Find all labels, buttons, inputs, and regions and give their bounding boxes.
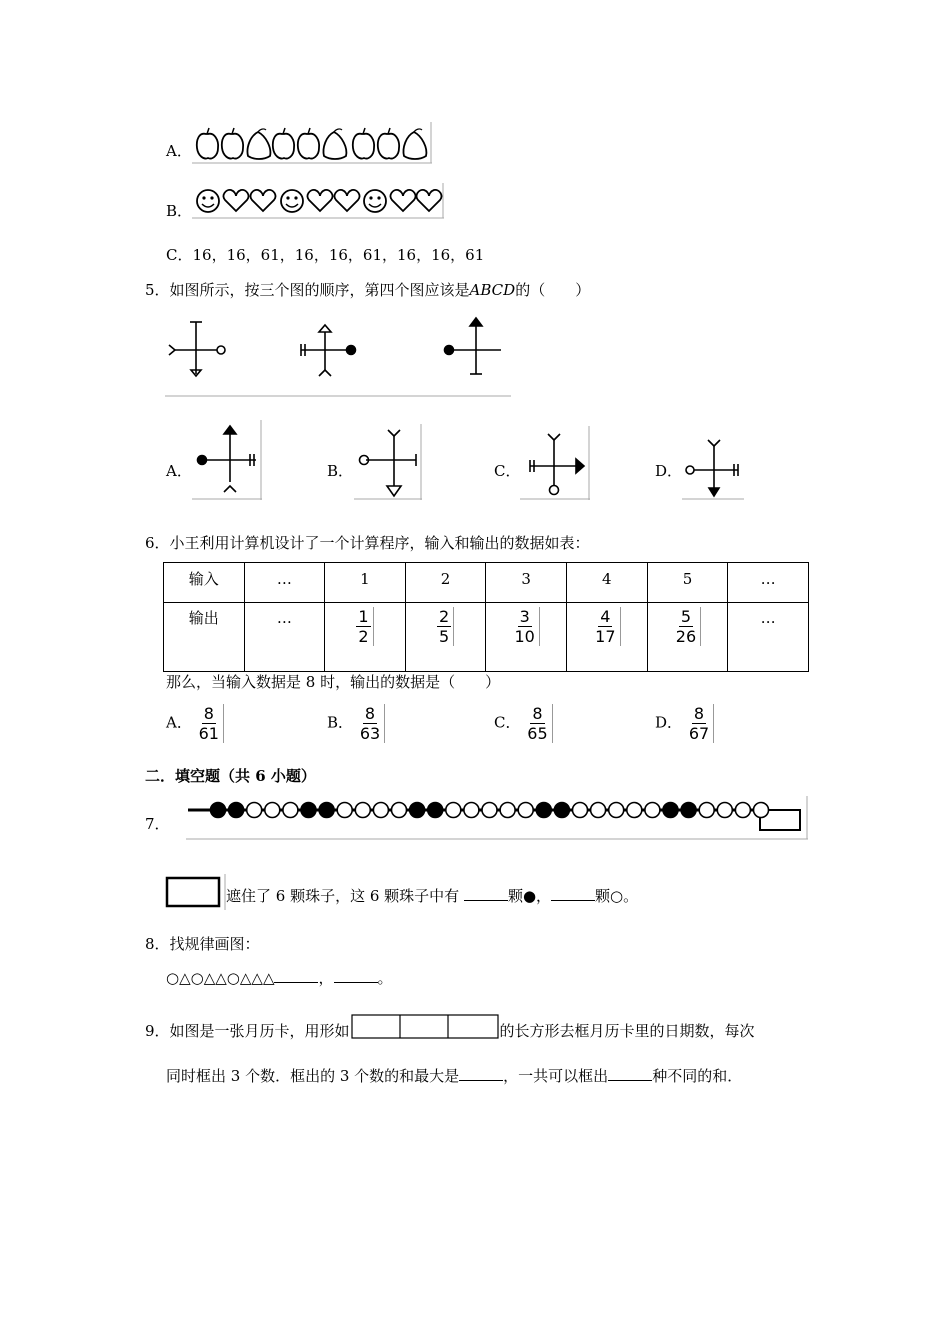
peach-icon [403, 129, 426, 159]
q7-text-before: 遮住了 6 颗珠子，这 6 颗珠子中有 [226, 887, 464, 905]
answer-blank[interactable] [464, 886, 508, 901]
answer-blank[interactable] [608, 1066, 652, 1081]
q5-option-b-figure [354, 424, 422, 500]
apple-icon [353, 128, 374, 159]
table-cell: 1 [325, 563, 406, 603]
table-cell [728, 603, 809, 672]
answer-blank[interactable] [551, 886, 595, 901]
apple-icon [298, 128, 319, 159]
white-bead [735, 803, 750, 818]
option-label: B． [327, 713, 354, 732]
table-row-input [164, 563, 809, 603]
apple-icon [273, 128, 294, 159]
q9-stem-line1 [145, 1014, 755, 1045]
white-bead [464, 803, 479, 818]
black-bead [301, 803, 316, 818]
table-cell [164, 603, 245, 672]
answer-blank[interactable] [459, 1066, 503, 1081]
heart-icon [308, 190, 333, 211]
black-bead [536, 803, 551, 818]
q9-line2-b: ，一共可以框出 [503, 1067, 609, 1085]
q5-option-b[interactable]: B． [327, 462, 354, 480]
white-bead [591, 803, 606, 818]
black-bead [229, 803, 244, 818]
ellipsis: … [760, 609, 776, 627]
q7-bead-string-figure [186, 796, 808, 840]
q4-option-b-figure [192, 183, 444, 219]
q5-stem [145, 280, 590, 300]
q5-option-a[interactable]: A． [166, 462, 192, 480]
q7-text [226, 886, 638, 906]
black-bead [319, 803, 334, 818]
q5-option-d[interactable]: D． [655, 462, 683, 480]
black-bead [410, 803, 425, 818]
table-cell: … [244, 563, 325, 603]
heart-icon [391, 190, 416, 211]
q5-sequence-figure [165, 312, 511, 398]
q5-stem-italic: ABCD [469, 281, 516, 299]
table-cell [486, 603, 567, 672]
table-cell: 3 [486, 563, 567, 603]
table-cell: … [728, 563, 809, 603]
q4-option-c: C．16，16，61，16，16，61，16，16，61 [166, 246, 485, 264]
fraction: $\frac{3}{10}$ [512, 607, 539, 646]
white-bead [645, 803, 660, 818]
answer-blank[interactable] [334, 968, 378, 983]
black-bead [428, 803, 443, 818]
smiley-icon [281, 190, 303, 212]
white-bead [392, 803, 407, 818]
q9-stem-prefix: 9．如图是一张月历卡，用形如 [145, 1022, 350, 1040]
option-label: A． [166, 142, 192, 160]
white-bead [754, 803, 769, 818]
q4-option-a-figure [192, 122, 432, 164]
separator: ， [318, 969, 334, 987]
q6-option-b[interactable] [327, 704, 385, 743]
q4-option-a [166, 140, 192, 161]
white-bead [518, 803, 533, 818]
option-label: D． [655, 713, 683, 732]
fraction: $\frac{8}{65}$ [525, 704, 552, 743]
white-bead [337, 803, 352, 818]
q4-option-b [166, 200, 192, 221]
white-bead [500, 803, 515, 818]
q5-stem-prefix: 5．如图所示，按三个图的顺序，第四个图应该是 [145, 281, 470, 299]
apple-icon [197, 128, 218, 159]
heart-icon [335, 190, 360, 211]
q6-option-a[interactable] [166, 704, 224, 743]
q8-pattern: ○△○△△○△△△ [166, 969, 275, 987]
white-bead [482, 803, 497, 818]
q5-option-d-figure [682, 436, 744, 500]
q5-option-c-figure [520, 426, 590, 500]
ellipsis: … [276, 609, 292, 627]
white-bead [609, 803, 624, 818]
table-cell [567, 603, 648, 672]
table-cell [244, 603, 325, 672]
white-bead [247, 803, 262, 818]
white-bead [265, 803, 280, 818]
q8-pattern-line [166, 968, 393, 988]
table-cell [325, 603, 406, 672]
black-bead [681, 803, 696, 818]
fraction: $\frac{5}{26}$ [674, 607, 701, 646]
q7-text-mid: 颗●， [507, 887, 552, 905]
apple-icon [222, 128, 243, 159]
fraction: $\frac{2}{5}$ [437, 607, 454, 646]
fraction: $\frac{8}{67}$ [687, 704, 714, 743]
q7-text-after: 颗○。 [595, 887, 639, 905]
output-label: 输出 [188, 609, 219, 627]
q7-cover-box-figure [165, 874, 227, 910]
white-bead [699, 803, 714, 818]
heart-icon [224, 190, 249, 211]
table-cell: 5 [647, 563, 728, 603]
white-bead [446, 803, 461, 818]
q5-stem-suffix: 的（ ） [515, 281, 591, 299]
black-bead [554, 803, 569, 818]
q6-stem: 6．小王利用计算机设计了一个计算程序，输入和输出的数据如表： [145, 534, 590, 552]
fraction: $\frac{8}{61}$ [197, 704, 224, 743]
smiley-icon [364, 190, 386, 212]
fraction: $\frac{4}{17}$ [593, 607, 620, 646]
q6-question: 那么，当输入数据是 8 时，输出的数据是（ ） [166, 673, 501, 691]
table-cell: 4 [567, 563, 648, 603]
heart-icon [251, 190, 276, 211]
q6-option-c[interactable] [494, 704, 553, 743]
q9-stem-line2 [166, 1066, 742, 1086]
white-bead [355, 803, 370, 818]
white-bead [573, 803, 588, 818]
three-cell-frame-figure [351, 1014, 499, 1045]
period: 。 [377, 969, 393, 987]
white-bead [717, 803, 732, 818]
fraction: $\frac{8}{63}$ [358, 704, 385, 743]
q5-option-a-figure [192, 420, 262, 500]
section-title: 二．填空题（共 6 小题） [145, 767, 316, 785]
q9-line2-a: 同时框出 3 个数．框出的 3 个数的和最大是 [166, 1067, 460, 1085]
q6-io-table [163, 562, 809, 672]
q9-stem-suffix: 的长方形去框月历卡里的日期数，每次 [499, 1022, 755, 1040]
q8-stem: 8．找规律画图： [145, 935, 260, 953]
option-label: C． [494, 713, 521, 732]
q5-option-c[interactable]: C． [494, 462, 521, 480]
cross-figure-2 [301, 325, 356, 376]
peach-icon [247, 129, 270, 159]
table-cell [647, 603, 728, 672]
option-label: B． [166, 202, 193, 220]
q6-option-d[interactable] [655, 704, 714, 743]
option-label: A． [166, 713, 192, 732]
white-bead [373, 803, 388, 818]
peach-icon [323, 129, 346, 159]
smiley-icon [197, 190, 219, 212]
apple-icon [378, 128, 399, 159]
white-bead [283, 803, 298, 818]
q7-number: 7． [145, 815, 170, 833]
table-cell: 输入 [164, 563, 245, 603]
white-bead [627, 803, 642, 818]
answer-blank[interactable] [274, 968, 318, 983]
black-bead [211, 803, 226, 818]
heart-icon [417, 190, 442, 211]
black-bead [663, 803, 678, 818]
table-cell: 2 [405, 563, 486, 603]
table-cell [405, 603, 486, 672]
table-row-output [164, 603, 809, 672]
fraction: $\frac{1}{2}$ [356, 607, 373, 646]
q9-line2-c: 种不同的和． [652, 1067, 743, 1085]
cross-figure-3 [445, 318, 502, 374]
cross-figure-1 [169, 322, 225, 376]
